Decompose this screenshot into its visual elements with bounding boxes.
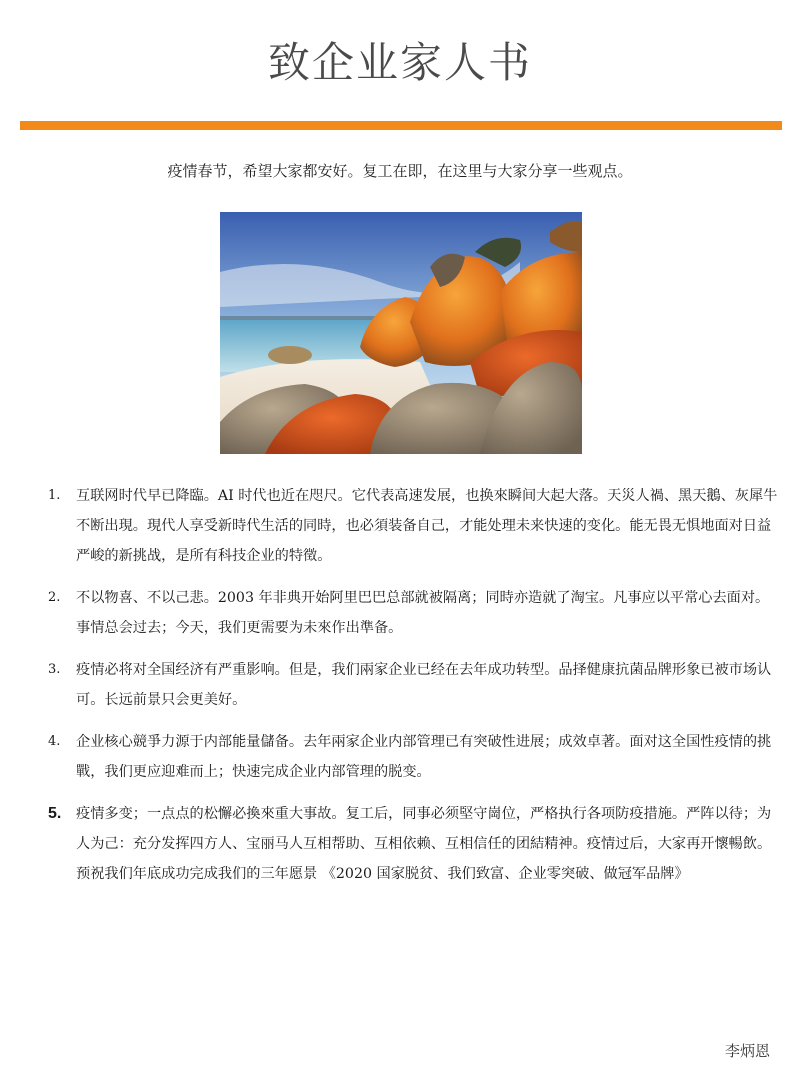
list-text: 企业核心競爭力源于内部能量儲备。去年兩家企业内部管理已有突破性进展；成效卓著。面对这全国性疫情的挑戰，我们更应迎难而上；快速完成企业内部管理的脱变。 [76,734,772,780]
list-item [48,727,778,787]
page-title: 致企业家人书 [267,38,532,87]
list-text: 疫情必将对全国经济有严重影响。但是，我们兩家企业已经在去年成功转型。品择健康抗菌品牌形象已被市场认可。长远前景只会更美好。 [76,662,772,708]
list-number: 3. [48,662,61,677]
list-text: 互联网时代早已降臨。AI 时代也近在咫尺。它代表高速发展，也换來瞬间大起大落。天災人禍、黑天鵝、灰犀牛不断出現。現代人享受新時代生活的同時，也必須装备自己，才能处理未来快速的变化。能无畏无惧地面对日益严峻的新挑战，是所有科技企业的特徵。 [76,488,778,564]
list-number: 1. [48,488,61,503]
signature: 李炳恩 [724,1042,770,1060]
list-item [48,481,778,571]
accent-divider [20,121,782,130]
list-number: 2. [48,590,61,605]
intro-paragraph: 疫情春节，希望大家都安好。复工在即，在这里与大家分享一些观点。 [167,162,633,180]
list-text: 疫情多变；一点点的松懈必換來重大事故。复工后，同事必须堅守崗位，严格执行各项防疫措施。严阵以待；为人为己：充分发挥四方人、宝丽马人互相帮助、互相依赖、互相信任的团結精神。疫情过后，大家再开懷暢飲。预祝我们年底成功完成我们的三年愿景 《2020 国家脱贫、我们致富、企业零突破、做冠军品牌》 [76,806,772,882]
list-item [48,799,778,889]
list-item [48,583,778,643]
list-text: 不以物喜、不以己悲。2003 年非典开始阿里巴巴总部就被隔离；同時亦造就了淘宝。凡事应以平常心去面对。事情总会过去；今天，我们更需要为未來作出準备。 [76,590,770,636]
list-number: 5. [48,805,62,822]
list-item [48,655,778,715]
points-list [48,481,778,901]
beach-rocks-photo [220,212,582,454]
list-number: 4. [48,734,61,749]
